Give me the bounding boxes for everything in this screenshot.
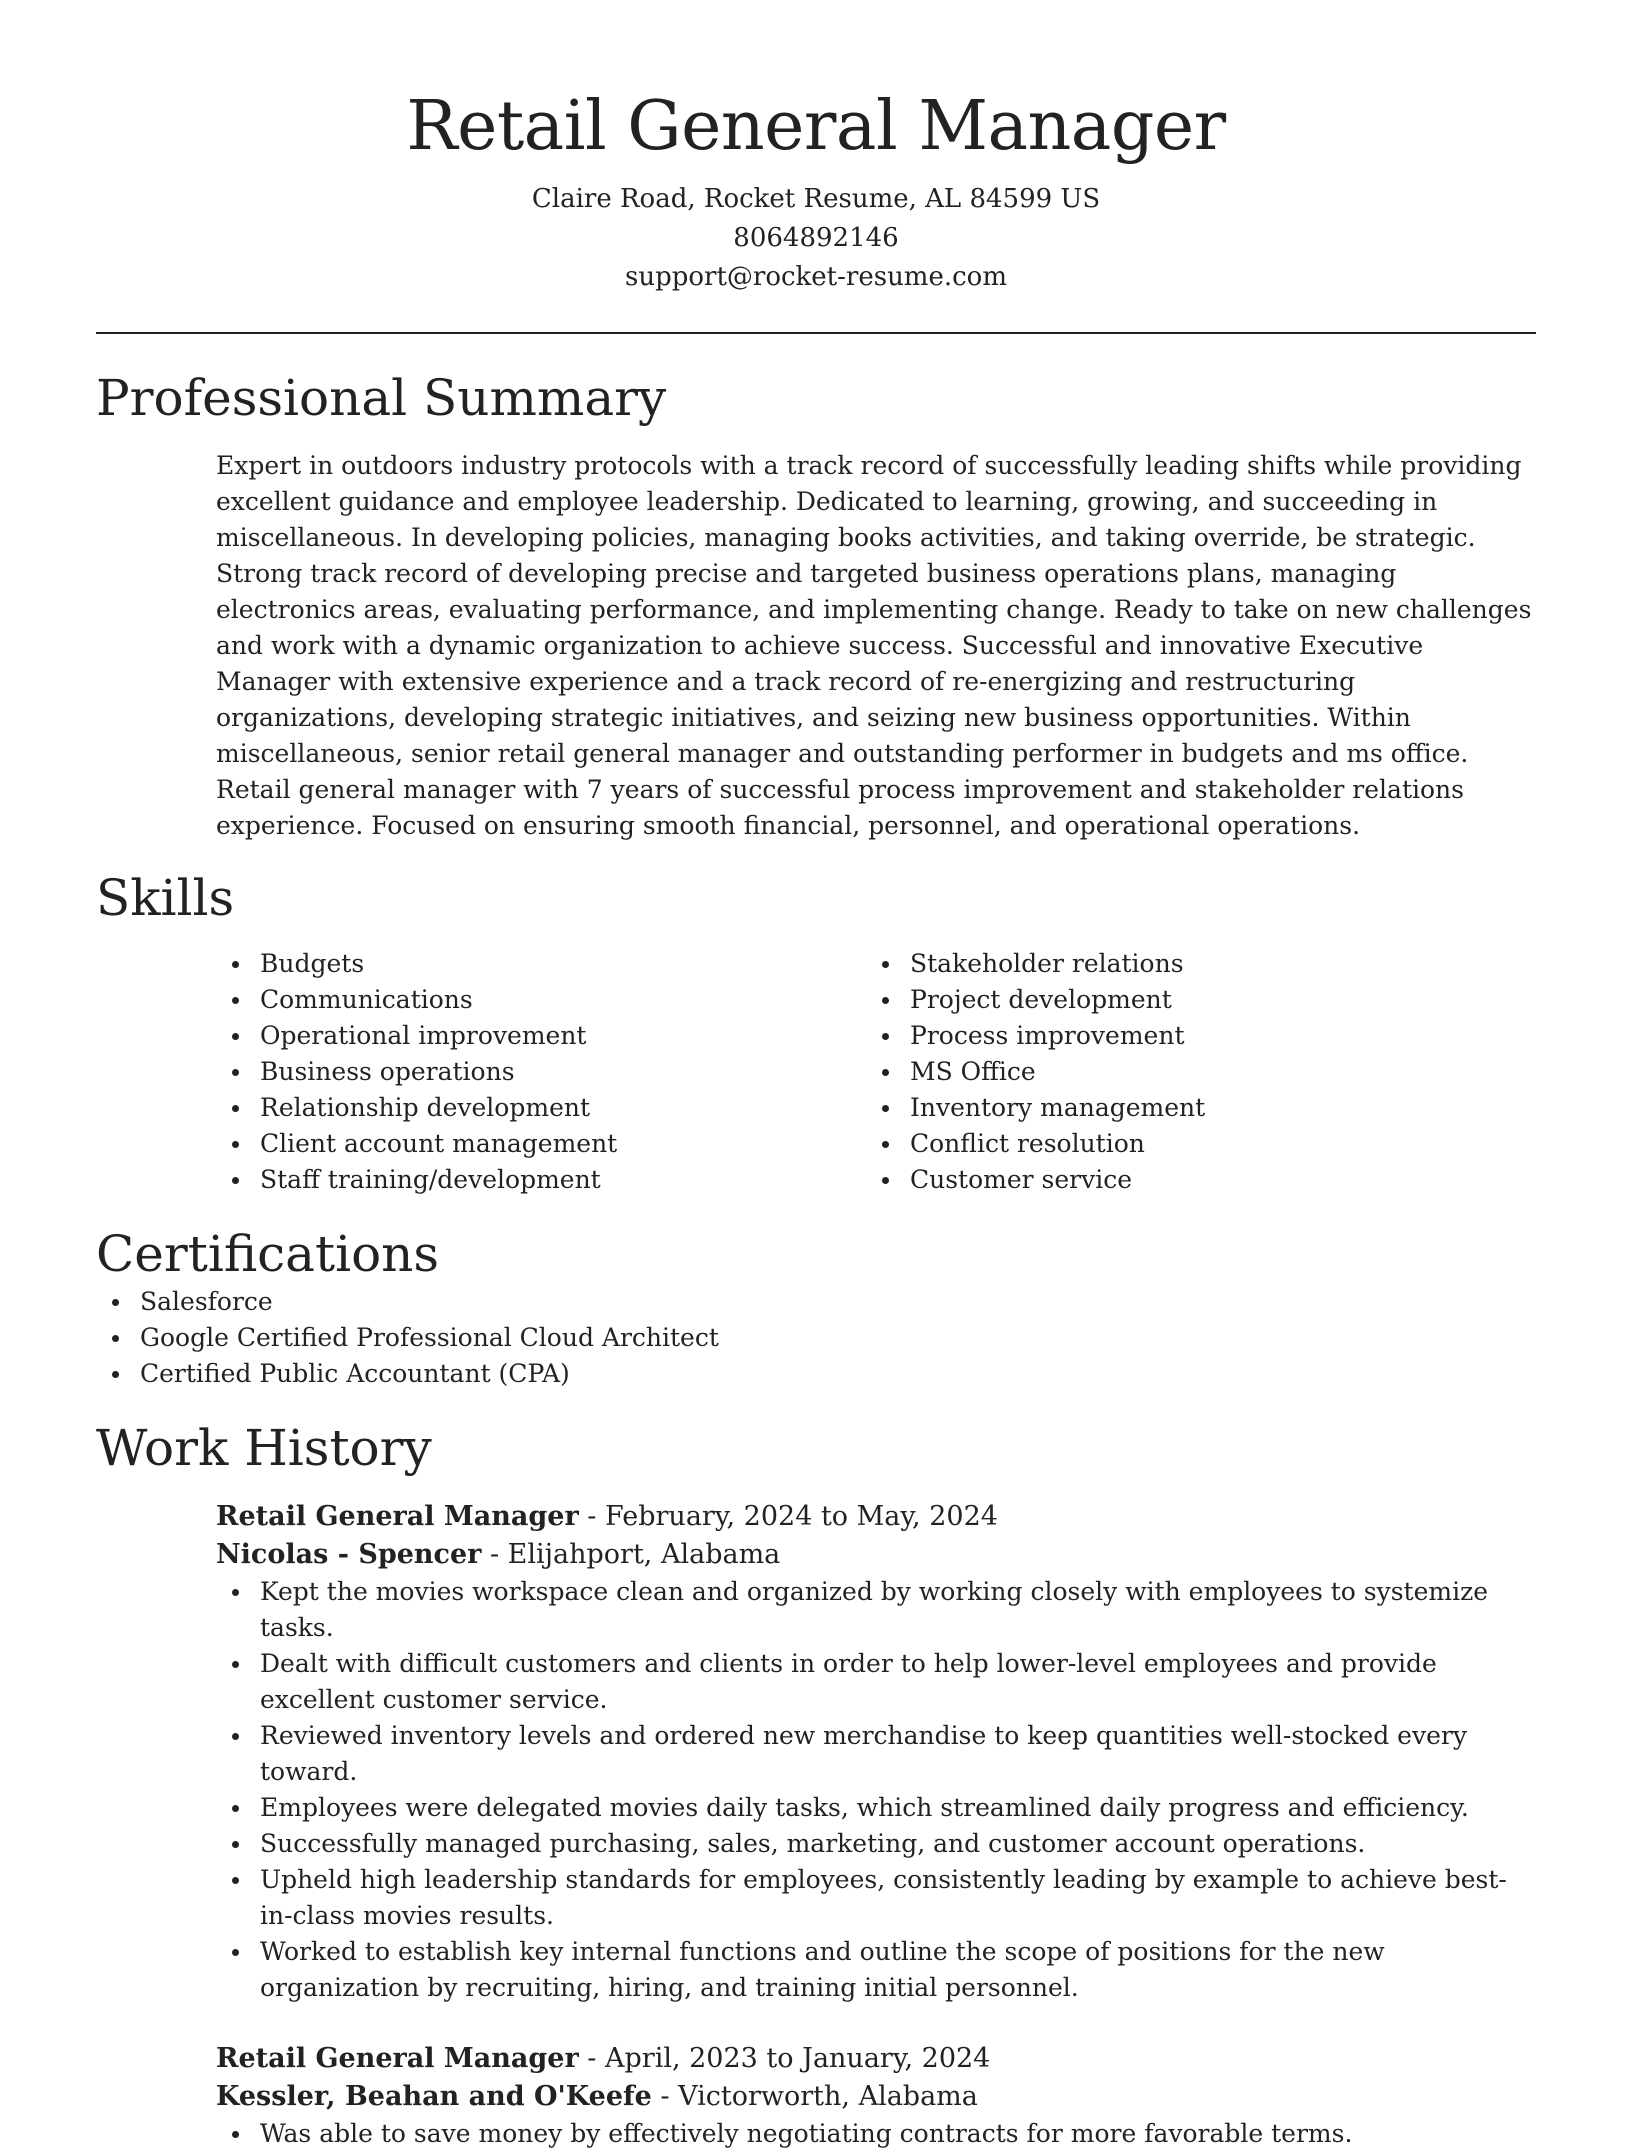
job-company-line — [216, 2078, 1536, 2116]
certifications-heading: Certifications — [96, 1225, 440, 1283]
job-duty-item: Reviewed inventory levels and ordered new merchandise to keep quantities well-stocked every toward. — [216, 1718, 1536, 1790]
job-title-line — [216, 1498, 1536, 1536]
summary-heading: Professional Summary — [96, 369, 667, 427]
certifications-section — [96, 1224, 1536, 1392]
job-company: Kessler, Beahan and O'Keefe — [216, 2081, 652, 2112]
work-history-heading: Work History — [96, 1419, 432, 1477]
skills-column-right — [866, 946, 1516, 1198]
skill-item: Project development — [866, 982, 1516, 1018]
job-duty-item: Worked to establish key internal functions and outline the scope of positions for the new organization by recruiting, hiring, and training initial personnel. — [216, 1934, 1536, 2006]
skill-item: Operational improvement — [216, 1018, 866, 1054]
resume-page — [96, 0, 1536, 2152]
job-duty-item: Successfully managed purchasing, sales, marketing, and customer account operations. — [216, 1826, 1536, 1862]
job-duty-item: Was able to save money by effectively negotiating contracts for more favorable terms. — [216, 2116, 1536, 2152]
summary-section — [96, 368, 1536, 844]
skill-item: Budgets — [216, 946, 866, 982]
job-title: Retail General Manager — [216, 2043, 579, 2074]
skill-item: Communications — [216, 982, 866, 1018]
skills-grid — [216, 946, 1536, 1198]
job-company-line — [216, 1536, 1536, 1574]
skills-heading: Skills — [96, 869, 235, 927]
job-company: Nicolas - Spencer — [216, 1539, 482, 1570]
job-duties-list — [216, 2116, 1536, 2152]
job-title-line — [216, 2040, 1536, 2078]
skill-item: Stakeholder relations — [866, 946, 1516, 982]
certification-item: Salesforce — [96, 1284, 1536, 1320]
job-entry — [216, 2040, 1536, 2152]
job-dates: - February, 2024 to May, 2024 — [578, 1501, 998, 1532]
skill-item: Process improvement — [866, 1018, 1516, 1054]
job-duties-list — [216, 1574, 1536, 2006]
certifications-list — [96, 1284, 1536, 1392]
skills-list-left — [216, 946, 866, 1198]
resume-title: Retail General Manager — [406, 87, 1226, 166]
job-entry — [216, 1498, 1536, 2006]
skill-item: Inventory management — [866, 1090, 1516, 1126]
contact-block — [96, 180, 1536, 297]
skills-section — [96, 868, 1536, 1198]
summary-text: Expert in outdoors industry protocols with a track record of successfully leading shifts while providing excellent guidance and employee leadership. Dedicated to learning, growing, and succeeding in miscellaneous. In developing policies, managing books activities, and taking override, be strategic. Strong track record of developing precise and targeted business operations plans, managing electronics areas, evaluating performance, and implementing change. Ready to take on new challenges and work with a dynamic organization to achieve success. Successful and innovative Executive Manager with extensive experience and a track record of re-energizing and restructuring organizations, developing strategic initiatives, and seizing new business opportunities. Within miscellaneous, senior retail general manager and outstanding performer in budgets and ms office. Retail general manager with 7 years of successful process improvement and stakeholder relations experience. Focused on ensuring smooth financial, personnel, and operational operations. — [216, 451, 1532, 840]
job-duty-item: Kept the movies workspace clean and organized by working closely with employees to systemize tasks. — [216, 1574, 1536, 1646]
work-history-section — [96, 1418, 1536, 2152]
email: support@rocket-resume.com — [624, 262, 1007, 292]
skills-column-left — [216, 946, 866, 1198]
skill-item: Staff training/development — [216, 1162, 866, 1198]
phone: 8064892146 — [733, 223, 899, 253]
skill-item: MS Office — [866, 1054, 1516, 1090]
job-duty-item: Upheld high leadership standards for employees, consistently leading by example to achieve best-in-class movies results. — [216, 1862, 1536, 1934]
skills-list-right — [866, 946, 1516, 1198]
job-title: Retail General Manager — [216, 1501, 579, 1532]
certification-item: Certified Public Accountant (CPA) — [96, 1356, 1536, 1392]
skill-item: Customer service — [866, 1162, 1516, 1198]
job-location: - Victorworth, Alabama — [651, 2081, 978, 2112]
header-divider — [96, 332, 1536, 334]
skill-item: Conflict resolution — [866, 1126, 1516, 1162]
job-duty-item: Employees were delegated movies daily tasks, which streamlined daily progress and efficiency. — [216, 1790, 1536, 1826]
certification-item: Google Certified Professional Cloud Architect — [96, 1320, 1536, 1356]
address: Claire Road, Rocket Resume, AL 84599 US — [531, 184, 1101, 214]
skill-item: Business operations — [216, 1054, 866, 1090]
job-duty-item: Dealt with difficult customers and clients in order to help lower-level employees and provide excellent customer service. — [216, 1646, 1536, 1718]
skill-item: Relationship development — [216, 1090, 866, 1126]
job-dates: - April, 2023 to January, 2024 — [578, 2043, 991, 2074]
job-location: - Elijahport, Alabama — [481, 1539, 781, 1570]
skill-item: Client account management — [216, 1126, 866, 1162]
